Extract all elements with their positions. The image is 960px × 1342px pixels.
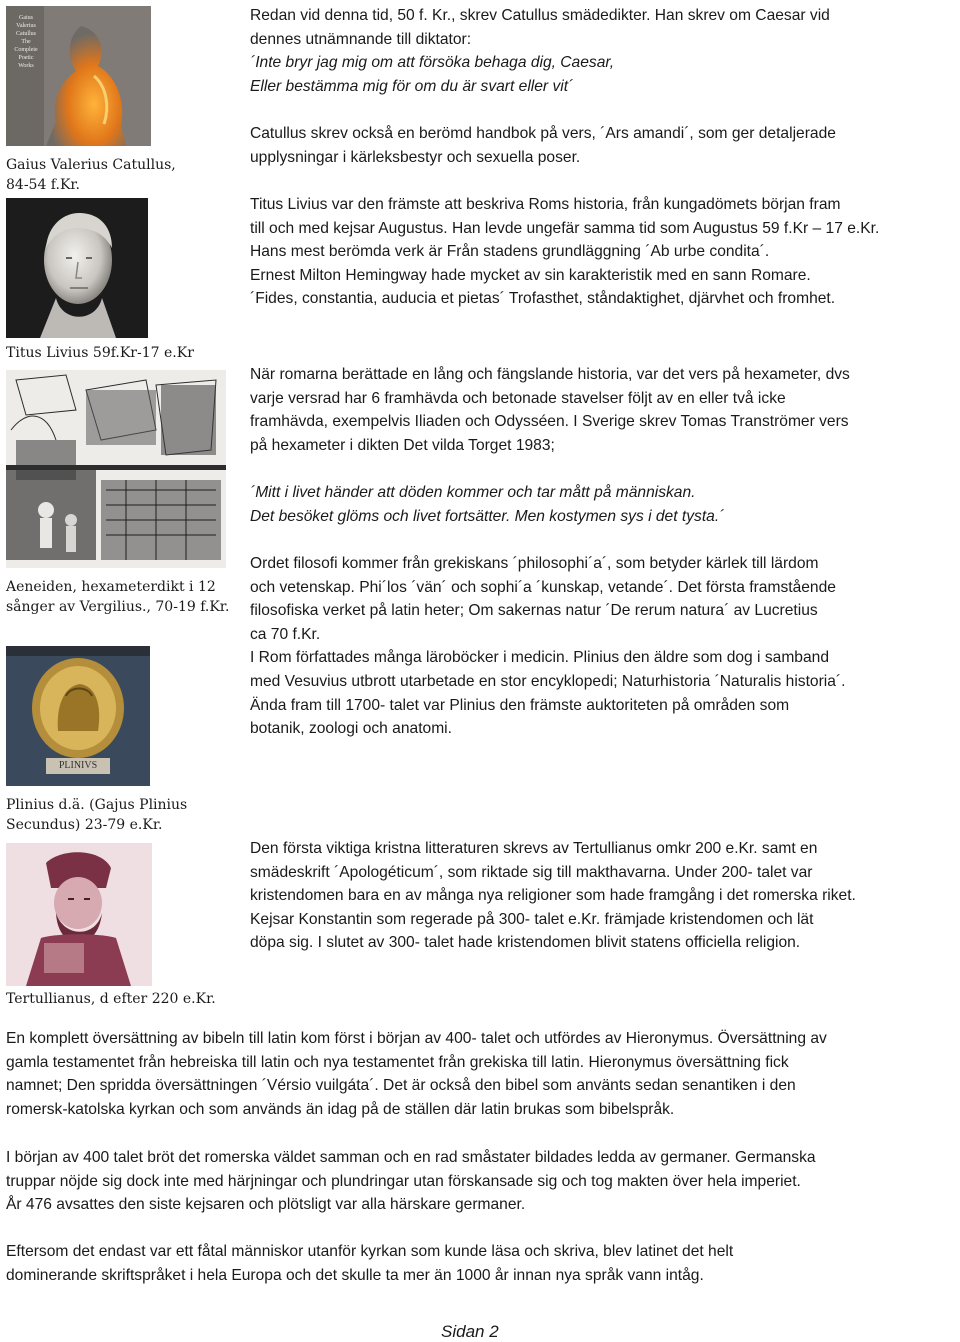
aeneid-caption: Aeneiden, hexameterdikt i 12 sånger av Vergilius., 70-19 f.Kr. xyxy=(6,579,230,615)
caesar-quote-line-2: Eller bestämma mig för om du är svart eller vit´ xyxy=(250,77,574,95)
plinius-plaque-label: PLINIVS xyxy=(58,760,98,771)
titus-livius-bust-photo xyxy=(6,198,148,338)
page-number: Sidan 2 xyxy=(441,1322,499,1341)
catullus-caption: Gaius Valerius Catullus, 84-54 f.Kr. xyxy=(6,157,176,193)
tertullianus-portrait-image xyxy=(6,843,152,986)
book-cover-title: Gaius Valerius Catullus The Complete Poetic Works xyxy=(14,15,38,69)
filosofi-paragraph: Ordet filosofi kommer från grekiskans ´philosophi´a´, som betyder kärlek till lärdom och vetenskap. Phi´los ´vän´ och sophi´a ´kunskap, vetande´. Det första framstående filosofiska verket på latin heter; Om sakernas natur ´De rerum natura´ av Lucretius ca 70 f.Kr. I Rom författades många läroböcker i medicin. Plinius den äldre som dog i samband med Vesuvius utbrott utarbetade en stor encyklopedi; Naturhistoria ´Naturalis historia´. Ända fram till 1700- talet var Plinius den främste auktoriteten på områden som botanik, zoologi och anatomi. xyxy=(250,555,846,738)
livius-paragraph: Titus Livius var den främste att beskriva Roms historia, från kungadömets början fram till och med kejsar Augustus. Han levde ungefär samma tid som Augustus 59 f.Kr – 17 e.Kr. Hans mest berömda verk är Från stadens grundläggning ´Ab urbe condita´. Ernest Milton Hemingway hade mycket av sin karakteristik med en sann Romare. ´Fides, constantia, auducia et pietas´ Trofasthet, ståndaktighet, djärvhet och fromhet. xyxy=(250,196,880,308)
aeneid-engraving xyxy=(6,370,226,568)
bibel-paragraph: En komplett översättning av bibeln till latin kom först i början av 400- talet och utfördes av Hieronymus. Översättning av gamla testamentet från hebreiska till latin och nya testamentet från grekiska till latin. Hieronymus översättning fick namnet; Den spridda översättningen ´Vérsio vuilgáta´. Det är också den bibel som använts sedan senantiken i den romersk-katolska kyrkan och som används än idag på de ställen där latin brukas som bibelspråk. xyxy=(6,1030,827,1118)
germaner-paragraph: I början av 400 talet bröt det romerska väldet samman och en rad småstater bildades ledda av germaner. Germanska truppar nöjde sig dock inte med härjningar och plundringar utan förskansade sig och tog makten över hela imperiet. År 476 avsattes den siste kejsaren och plötsligt var alla härskare germaner. xyxy=(6,1149,816,1214)
tertullianus-caption: Tertullianus, d efter 220 e.Kr. xyxy=(6,991,216,1007)
caesar-quote-line-1: ´Inte bryr jag mig om att försöka behaga dig, Caesar, xyxy=(250,54,615,72)
plinius-medallion-image xyxy=(6,646,150,786)
catullus-book-cover xyxy=(6,6,151,146)
plinius-caption: Plinius d.ä. (Gajus Plinius Secundus) 23-79 e.Kr. xyxy=(6,797,188,833)
hexameter-paragraph: När romarna berättade en lång och fängslande historia, var det vers på hexameter, dvs varje versrad har 6 framhävda och betonade stavelser följt av en eller två icke framhävda, exempelvis Iliaden och Odysséen. I Sverige skrev Tomas Tranströmer vers på hexameter i dikten Det vilda Torget 1983; xyxy=(250,366,850,454)
transtromer-quote: ´Mitt i livet händer att döden kommer och tar mått på människan. Det besöket glöms och livet fortsätter. Men kostymen sys i det tysta.´ xyxy=(250,484,725,525)
ars-amandi-paragraph: Catullus skrev också en berömd handbok på vers, ´Ars amandi´, som ger detaljerade upplysningar i kärleksbestyr och sexuella poser. xyxy=(250,125,836,166)
intro-paragraph: Redan vid denna tid, 50 f. Kr., skrev Catullus smädedikter. Han skrev om Caesar vid dennes utnämnande till diktator: ´Inte bryr jag mig om att försöka behaga dig, Caesar, Eller bestämma mig för om du är svart eller vit´ xyxy=(250,4,955,98)
titus-livius-caption: Titus Livius 59f.Kr-17 e.Kr xyxy=(6,345,194,361)
kristen-litteratur-paragraph: Den första viktiga kristna litteraturen skrevs av Tertullianus omkr 200 e.Kr. samt en smädeskrift ´Apologéticum´, som riktade sig till makthavarna. Under 200- talet var kristendomen bara en av många nya religioner som hade framgång i det romerska riket. Kejsar Konstantin som regerade på 300- talet e.Kr. främjade kristendomen och lät döpa sig. I slutet av 300- talet hade kristendomen blivit statens officiella religion. xyxy=(250,840,856,952)
latin-paragraph: Eftersom det endast var ett fåtal människor utanför kyrkan som kunde läsa och skriva, blev latinet det helt dominerande skriftspråket i hela Europa och det skulle ta mer än 1000 år innan nya språk vann intåg. xyxy=(6,1243,734,1284)
